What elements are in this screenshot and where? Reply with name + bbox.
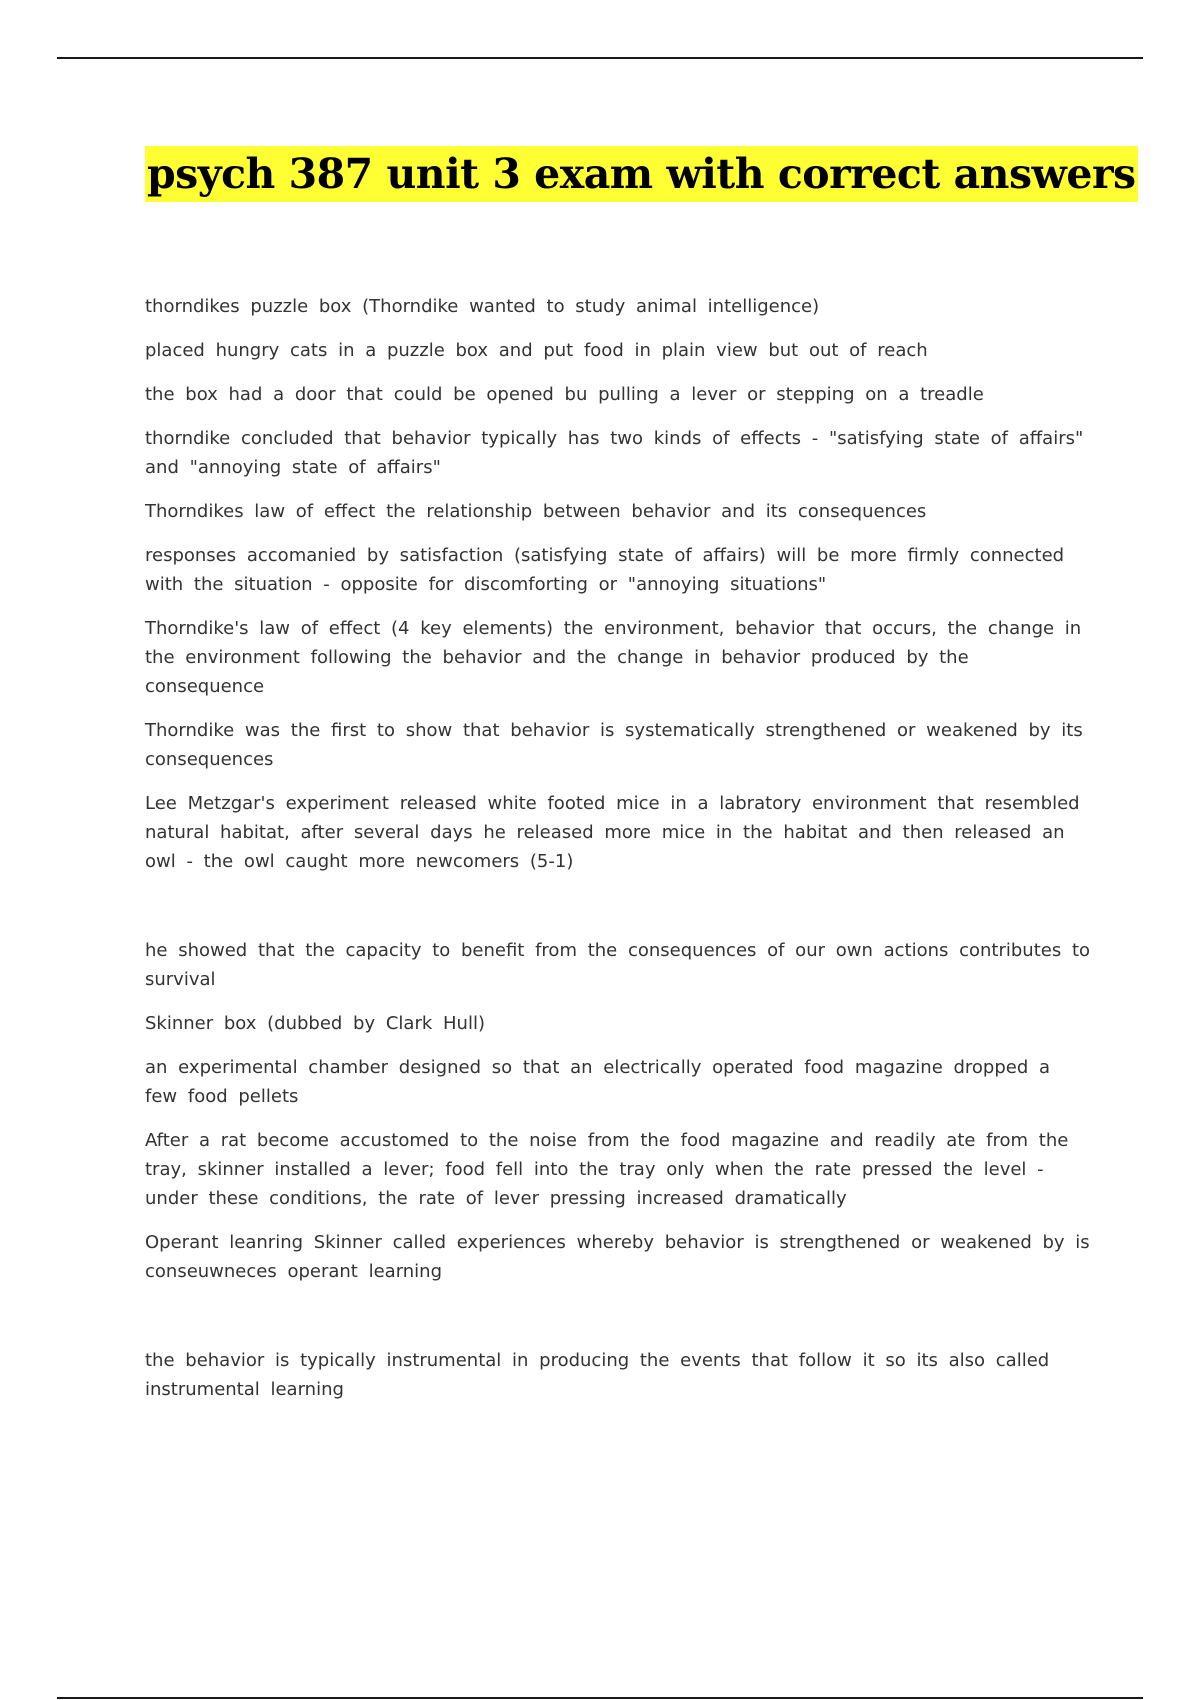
paragraph: Thorndikes law of effect the relationship between behavior and its consequences (145, 501, 927, 522)
paragraph: the box had a door that could be opened bu pulling a lever or stepping on a treadle (145, 384, 984, 405)
bottom-rule (57, 1697, 1143, 1699)
document-title: psych 387 unit 3 exam with correct answers (145, 146, 1138, 202)
paragraph: Thorndike's law of effect (4 key elements) the environment, behavior that occurs, the change in the environment following the behavior and the change in behavior produced by the consequence (145, 618, 1082, 697)
paragraph: Operant leanring Skinner called experiences whereby behavior is strengthened or weakened by is conseuwneces operant learning (145, 1232, 1090, 1282)
paragraph: Thorndike was the first to show that behavior is systematically strengthened or weakened by its consequences (145, 720, 1083, 770)
paragraph: placed hungry cats in a puzzle box and put food in plain view but out of reach (145, 340, 928, 361)
paragraph: an experimental chamber designed so that an electrically operated food magazine dropped a few food pellets (145, 1057, 1051, 1107)
paragraph: Lee Metzgar's experiment released white footed mice in a labratory environment that resembled natural habitat, after several days he released more mice in the habitat and then released an owl - the owl caught more newcomers (5-1) (145, 793, 1080, 872)
paragraph: thorndike concluded that behavior typically has two kinds of effects - "satisfying state of affairs" and "annoying state of affairs" (145, 428, 1084, 478)
paragraph: thorndikes puzzle box (Thorndike wanted to study animal intelligence) (145, 296, 820, 317)
paragraph: the behavior is typically instrumental in producing the events that follow it so its also called instrumental learning (145, 1350, 1050, 1400)
title-block (145, 146, 1138, 202)
paragraph: he showed that the capacity to benefit from the consequences of our own actions contributes to survival (145, 940, 1091, 990)
paragraph: After a rat become accustomed to the noise from the food magazine and readily ate from the tray, skinner installed a lever; food fell into the tray only when the rate pressed the level - under these conditions, the rate of lever pressing increased dramatically (145, 1130, 1069, 1209)
paragraph: Skinner box (dubbed by Clark Hull) (145, 1013, 485, 1034)
paragraph: responses accomanied by satisfaction (satisfying state of affairs) will be more firmly connected with the situation - opposite for discomforting or "annoying situations" (145, 545, 1065, 595)
document-body (145, 292, 1090, 1419)
top-rule (57, 57, 1143, 59)
